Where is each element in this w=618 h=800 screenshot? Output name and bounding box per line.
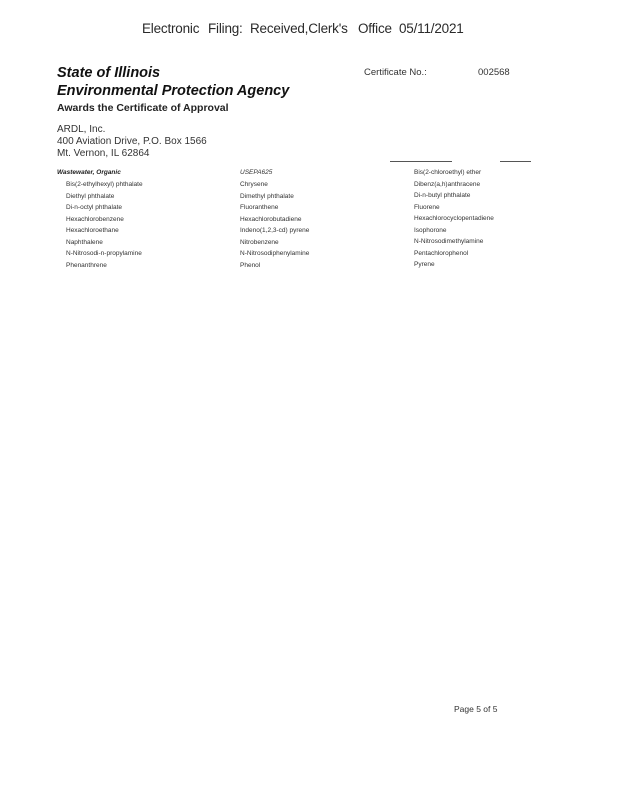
analyte-item: N-Nitrosodimethylamine	[414, 238, 484, 245]
award-subtitle: Awards the Certificate of Approval	[57, 102, 229, 114]
analyte-item: Hexachlorocyclopentadiene	[414, 215, 494, 222]
analyte-item: Hexachloroethane	[66, 227, 119, 234]
analyte-item: Indeno(1,2,3-cd) pyrene	[240, 227, 310, 234]
analyte-item: Phenol	[240, 261, 261, 269]
analyte-item: N-Nitrosodiphenylamine	[240, 250, 310, 257]
analyte-item: Hexachlorobutadiene	[240, 215, 302, 223]
analyte-item: Fluoranthene	[240, 204, 279, 211]
analyte-item: Chrysene	[240, 181, 268, 188]
analyte-item: Nitrobenzene	[240, 238, 279, 246]
analyte-item: Hexachlorobenzene	[66, 215, 124, 223]
stamp-received: Received,Clerk's	[250, 21, 348, 36]
lab-name: ARDL, Inc.	[57, 124, 106, 135]
stamp-date: 05/11/2021	[399, 21, 464, 36]
analyte-item: Di-n-octyl phthalate	[66, 204, 122, 211]
analyte-item: Bis(2-ethylhexyl) phthalate	[66, 181, 143, 188]
analyte-category: Wastewater, Organic	[57, 169, 121, 176]
certificate-number: 002568	[478, 67, 510, 78]
stamp-office: Office	[358, 21, 392, 36]
lab-city: Mt. Vernon, IL 62864	[57, 148, 150, 159]
page-number: Page 5 of 5	[454, 704, 498, 714]
analyte-item: Diethyl phthalate	[66, 192, 115, 200]
analyte-item: Di-n-butyl phthalate	[414, 192, 471, 199]
certificate-label: Certificate No.:	[364, 67, 427, 78]
analyte-item: Dimethyl phthalate	[240, 192, 294, 200]
analyte-item: Dibenz(a,h)anthracene	[414, 180, 481, 188]
analyte-method: USEPA625	[240, 169, 273, 176]
analyte-item: Fluorene	[414, 203, 440, 211]
analyte-item: N-Nitrosodi-n-propylamine	[66, 250, 142, 257]
analyte-item: Phenanthrene	[66, 261, 107, 269]
analyte-item: Pyrene	[414, 261, 435, 268]
agency-title: Environmental Protection Agency	[57, 83, 290, 99]
analyte-item: Isophorone	[414, 226, 447, 234]
lab-street: 400 Aviation Drive, P.O. Box 1566	[57, 136, 207, 147]
divider-line-short	[500, 161, 531, 162]
state-title: State of Illinois	[57, 65, 161, 81]
divider-line	[390, 161, 452, 162]
analyte-item: Naphthalene	[66, 238, 103, 246]
stamp-electronic: Electronic	[142, 21, 200, 36]
stamp-filing: Filing:	[208, 21, 243, 36]
analyte-item: Pentachlorophenol	[414, 249, 469, 257]
analyte-item: Bis(2-chloroethyl) ether	[414, 169, 482, 176]
